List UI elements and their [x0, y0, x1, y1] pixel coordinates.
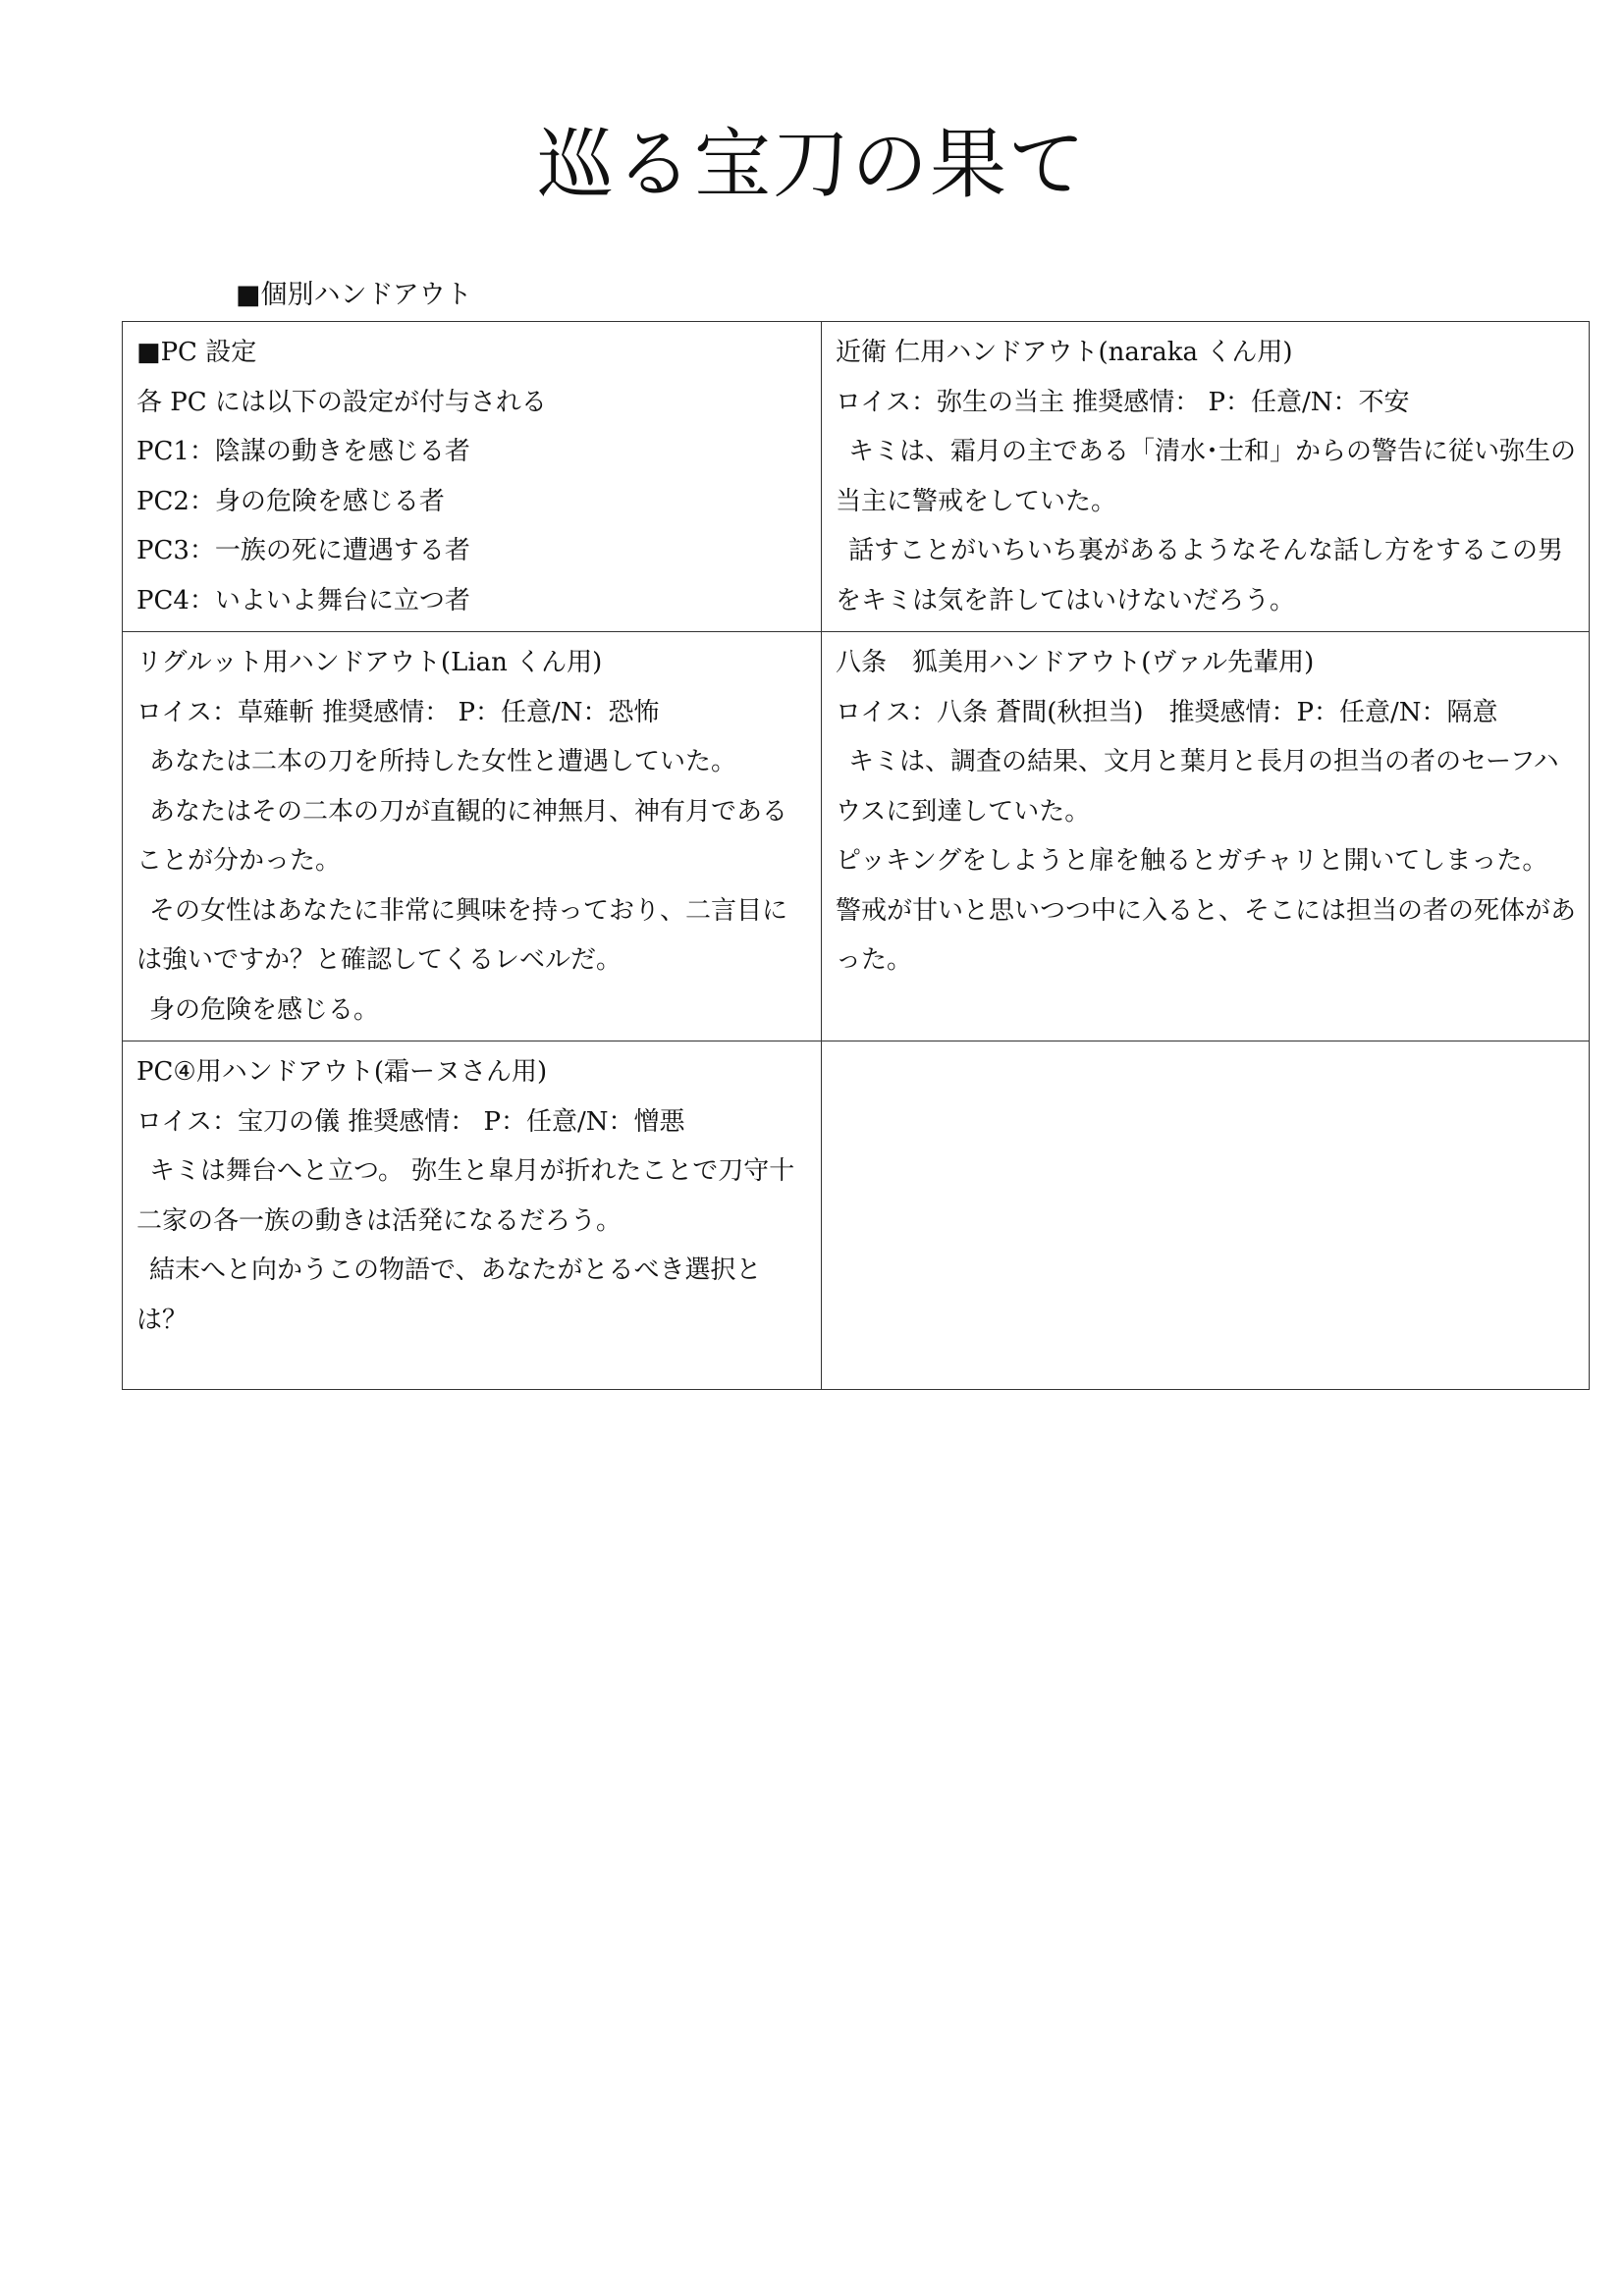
- empty-cell: [822, 1041, 1590, 1390]
- hachijo-lois: ロイス：八条 蒼間(秋担当) 推奨感情：P：任意/N：隔意: [836, 697, 1498, 727]
- pc3-setting: PC3：一族の死に遭遇する者: [136, 536, 470, 565]
- konoe-handout-cell: [822, 322, 1590, 632]
- table-row: [123, 632, 1590, 1041]
- riglut-lois: ロイス：草薙斬 推奨感情： P：任意/N：恐怖: [136, 697, 660, 727]
- riglut-handout-heading: リグルット用ハンドアウト(Lian くん用): [136, 648, 603, 677]
- pc-settings-cell: [123, 322, 822, 632]
- riglut-paragraph: その女性はあなたに非常に興味を持っており、二言目には強いですか？と確認してくるレベルだ。: [136, 895, 788, 975]
- table-row: [123, 322, 1590, 632]
- pc4-paragraph: キミは舞台へと立つ。 弥生と皐月が折れたことで刀守十二家の各一族の動きは活発になるだろう。: [136, 1156, 795, 1236]
- pc-settings-heading: ■PC 設定: [136, 338, 257, 367]
- pc1-setting: PC1：陰謀の動きを感じる者: [136, 437, 470, 466]
- pc4-handout-cell: [123, 1041, 822, 1390]
- document-title: 巡る宝刀の果て: [536, 121, 1087, 209]
- table-row: [123, 1041, 1590, 1390]
- konoe-paragraph: キミは、霜月の主である「清水･士和」からの警告に従い弥生の当主に警戒をしていた。: [836, 437, 1577, 516]
- pc4-setting: PC4：いよいよ舞台に立つ者: [136, 585, 470, 615]
- pc4-handout-heading: PC④用ハンドアウト(霜ーヌさん用): [136, 1057, 548, 1087]
- hachijo-paragraph: ピッキングをしようと扉を触るとガチャリと開いてしまった。 警戒が甘いと思いつつ中に入ると、そこには担当の者の死体があった。: [836, 846, 1577, 975]
- konoe-paragraph: 話すことがいちいち裏があるようなそんな話し方をするこの男をキミは気を許してはいけないだろう。: [836, 536, 1564, 615]
- riglut-paragraph: 身の危険を感じる。: [149, 994, 380, 1025]
- riglut-paragraph: あなたはその二本の刀が直観的に神無月、神有月であることが分かった。: [136, 796, 788, 876]
- hachijo-paragraph: キミは、調査の結果、文月と葉月と長月の担当の者のセーフハウスに到達していた。: [836, 747, 1559, 827]
- pc-settings-intro: 各 PC には以下の設定が付与される: [136, 387, 547, 417]
- handout-table: [122, 321, 1590, 1390]
- pc4-paragraph: 結末へと向かうこの物語で、あなたがとるべき選択とは？: [136, 1255, 762, 1335]
- pc4-lois: ロイス：宝刀の儀 推奨感情： P：任意/N：憎悪: [136, 1106, 685, 1137]
- pc2-setting: PC2：身の危険を感じる者: [136, 486, 445, 516]
- section-label: ■個別ハンドアウト: [236, 280, 472, 310]
- hachijo-handout-heading: 八条 狐美用ハンドアウト(ヴァル先輩用): [836, 648, 1315, 677]
- konoe-handout-heading: 近衛 仁用ハンドアウト(naraka くん用): [836, 338, 1293, 367]
- riglut-paragraph: あなたは二本の刀を所持した女性と遭遇していた。: [149, 747, 737, 776]
- konoe-lois: ロイス：弥生の当主 推奨感情： P：任意/N：不安: [836, 387, 1410, 417]
- hachijo-handout-cell: [822, 632, 1590, 1041]
- riglut-handout-cell: [123, 632, 822, 1041]
